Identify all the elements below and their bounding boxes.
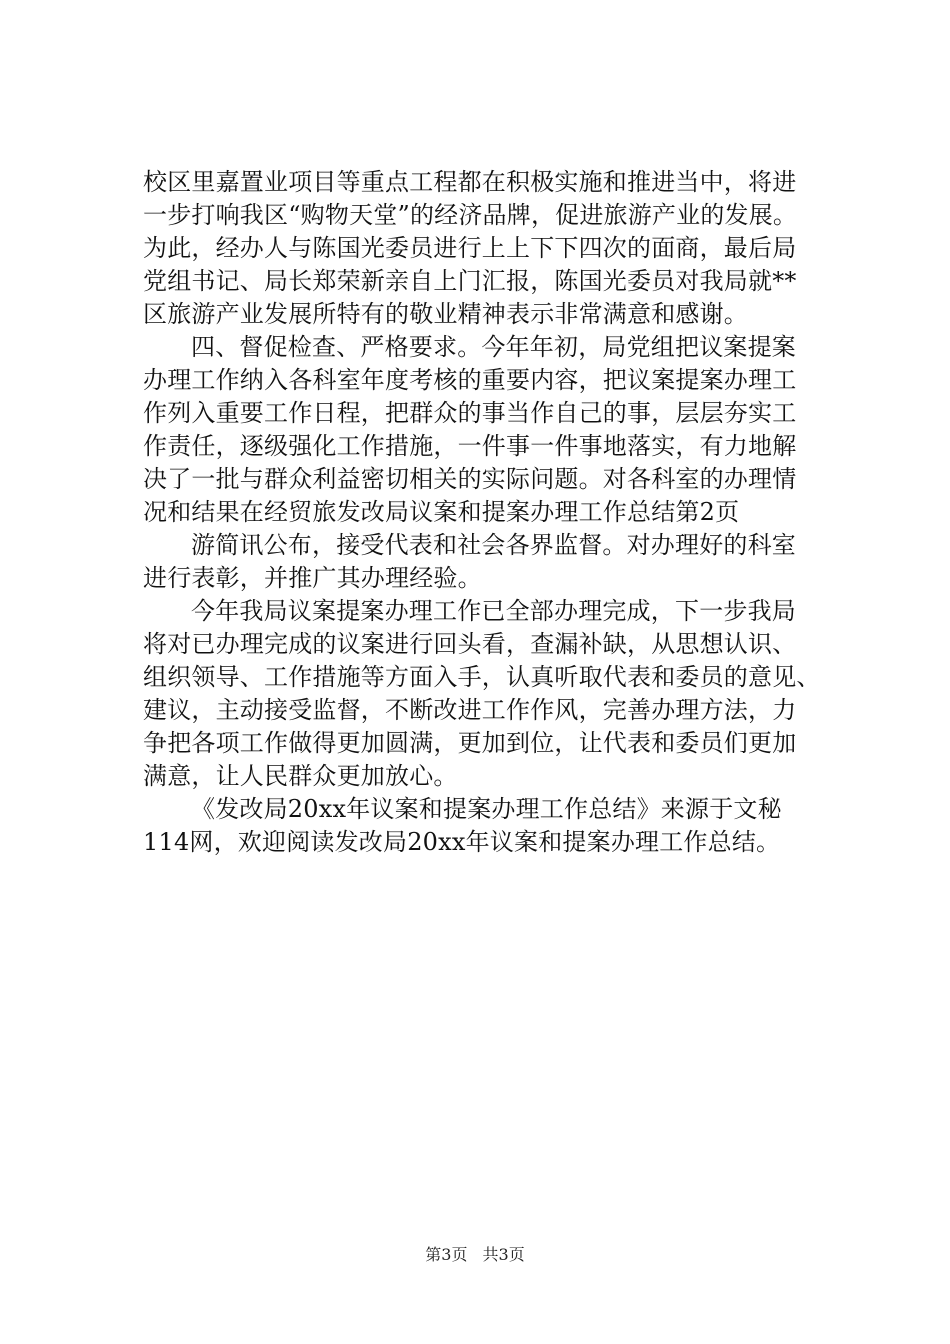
text-line: 区旅游产业发展所特有的敬业精神表示非常满意和感谢。 [143,300,748,328]
document-body [143,166,843,859]
text-line: 党组书记、局长郑荣新亲自上门汇报，陈国光委员对我局就** [143,267,797,295]
page-footer [0,1244,950,1266]
text-line: 为此，经办人与陈国光委员进行上上下下四次的面商，最后局 [143,234,797,262]
page-number: 第3页 [425,1245,468,1264]
paragraph-start-line: 四、督促检查、严格要求。今年年初，局党组把议案提案 [191,333,796,361]
paragraph-start-line: 《发改局20xx年议案和提案办理工作总结》来源于文秘 [191,795,782,823]
text-line: 114网，欢迎阅读发改局20xx年议案和提案办理工作总结。 [143,828,781,856]
text-line: 办理工作纳入各科室年度考核的重要内容，把议案提案办理工 [143,366,797,394]
text-line: 将对已办理完成的议案进行回头看，查漏补缺，从思想认识、 [143,630,797,658]
text-line: 争把各项工作做得更加圆满，更加到位，让代表和委员们更加 [143,729,797,757]
text-line: 作责任，逐级强化工作措施，一件事一件事地落实，有力地解 [143,432,797,460]
text-line: 作列入重要工作日程，把群众的事当作自己的事，层层夯实工 [143,399,797,427]
text-line: 一步打响我区“购物天堂”的经济品牌，促进旅游产业的发展。 [143,201,798,229]
paragraph-start-line: 游简讯公布，接受代表和社会各界监督。对办理好的科室 [191,531,796,559]
page-total: 共3页 [482,1245,525,1264]
text-line: 决了一批与群众利益密切相关的实际问题。对各科室的办理情 [143,465,797,493]
text-line: 组织领导、工作措施等方面入手，认真听取代表和委员的意见、 [143,663,821,691]
text-line: 建议，主动接受监督，不断改进工作作风，完善办理方法，力 [143,696,797,724]
paragraph-start-line: 今年我局议案提案办理工作已全部办理完成，下一步我局 [191,597,796,625]
text-line: 况和结果在经贸旅发改局议案和提案办理工作总结第2页 [143,498,740,526]
text-line: 校区里嘉置业项目等重点工程都在积极实施和推进当中，将进 [143,168,797,196]
text-line: 进行表彰，并推广其办理经验。 [143,564,482,592]
text-line: 满意，让人民群众更加放心。 [143,762,458,790]
